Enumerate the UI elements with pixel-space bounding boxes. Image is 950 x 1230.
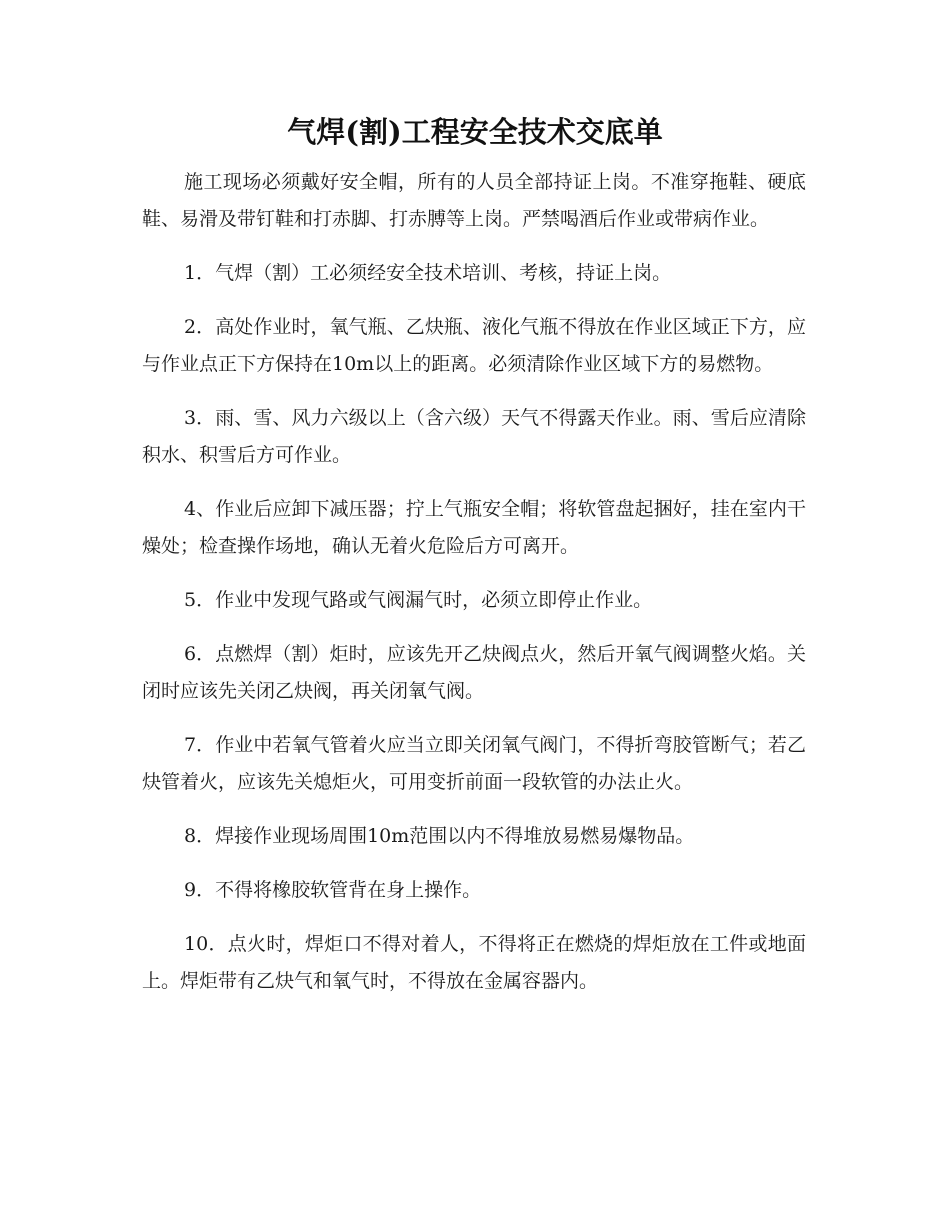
safety-item-10: 10．点火时，焊炬口不得对着人，不得将正在燃烧的焊炬放在工件或地面上。焊炬带有乙炔气和氧气时，不得放在金属容器内。 [142, 933, 806, 992]
safety-item-4: 4、作业后应卸下减压器；拧上气瓶安全帽；将软管盘起捆好，挂在室内干燥处；检查操作场地，确认无着火危险后方可离开。 [142, 498, 806, 557]
intro-paragraph: 施工现场必须戴好安全帽，所有的人员全部持证上岗。不准穿拖鞋、硬底鞋、易滑及带钉鞋和打赤脚、打赤膊等上岗。严禁喝酒后作业或带病作业。 [142, 171, 806, 230]
document-title: 气焊(割)工程安全技术交底单 [287, 115, 663, 149]
safety-item-1: 1．气焊（割）工必须经安全技术培训、考核，持证上岗。 [184, 262, 672, 284]
safety-item-3: 3．雨、雪、风力六级以上（含六级）天气不得露天作业。雨、雪后应清除积水、积雪后方可作业。 [142, 407, 806, 466]
document-body [142, 164, 806, 1017]
safety-item-6: 6．点燃焊（割）炬时，应该先开乙炔阀点火，然后开氧气阀调整火焰。关闭时应该先关闭乙炔阀，再关闭氧气阀。 [142, 643, 806, 702]
safety-item-7: 7．作业中若氧气管着火应当立即关闭氧气阀门，不得折弯胶管断气；若乙炔管着火，应该先关熄炬火，可用变折前面一段软管的办法止火。 [142, 734, 806, 793]
safety-item-5: 5．作业中发现气路或气阀漏气时，必须立即停止作业。 [184, 589, 653, 611]
safety-item-8: 8．焊接作业现场周围10m范围以内不得堆放易燃易爆物品。 [184, 825, 695, 847]
safety-item-2: 2．高处作业时，氧气瓶、乙炔瓶、液化气瓶不得放在作业区域正下方，应与作业点正下方保持在10m以上的距离。必须清除作业区域下方的易燃物。 [142, 316, 806, 375]
safety-item-9: 9．不得将橡胶软管背在身上操作。 [184, 879, 482, 901]
